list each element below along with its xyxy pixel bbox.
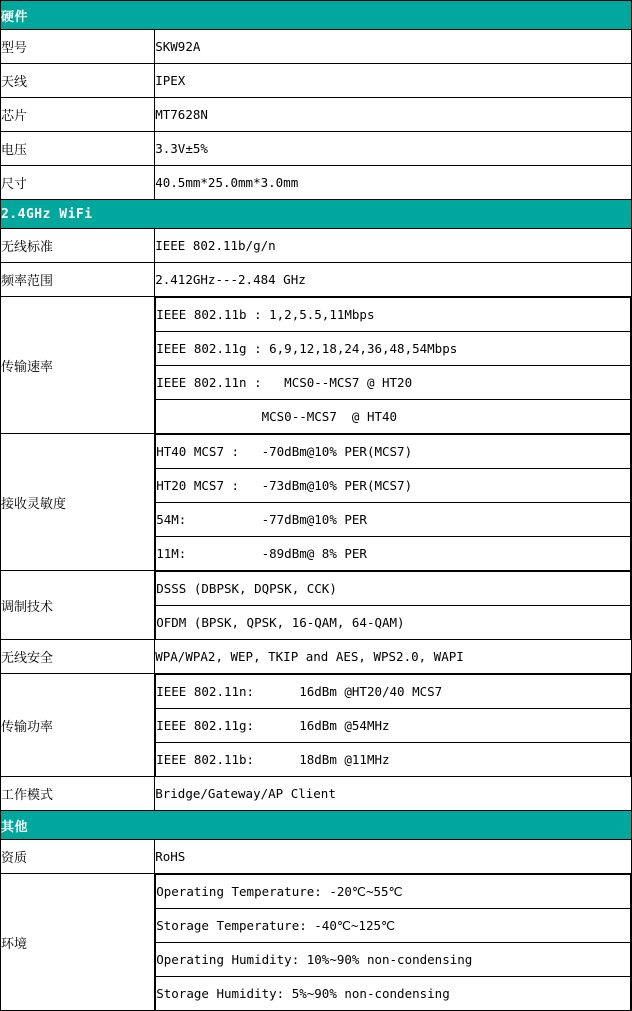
spec-value-subrow: [156, 977, 631, 1011]
spec-value-text: 54M: -77dBm@10% PER: [156, 503, 631, 537]
spec-value-subrow: [156, 366, 631, 400]
spec-value-text: IEEE 802.11b : 1,2,5.5,11Mbps: [156, 298, 631, 332]
spec-row: [1, 297, 632, 434]
section-header-row: [1, 811, 632, 840]
spec-value-text: 11M: -89dBm@ 8% PER: [156, 537, 631, 571]
spec-row-value-cell: [155, 297, 632, 434]
spec-value-text: Operating Temperature: -20℃~55℃: [156, 875, 631, 909]
spec-row-label: 尺寸: [1, 166, 155, 200]
spec-value-subrow: [156, 709, 631, 743]
spec-value-subrow: [156, 909, 631, 943]
section-header-label: 其他: [1, 811, 632, 840]
spec-value-subrow: [156, 675, 631, 709]
spec-row: [1, 132, 632, 166]
spec-value-text: OFDM (BPSK, QPSK, 16-QAM, 64-QAM): [156, 606, 631, 640]
spec-value-text: Storage Humidity: 5%~90% non-condensing: [156, 977, 631, 1011]
spec-value-text: Operating Humidity: 10%~90% non-condensing: [156, 943, 631, 977]
spec-row-value-cell: IPEX: [155, 64, 632, 98]
spec-value-subrow: [156, 875, 631, 909]
spec-value-sublist: [155, 674, 631, 776]
spec-value-subrow: [156, 606, 631, 640]
spec-row-value-cell: 2.412GHz---2.484 GHz: [155, 263, 632, 297]
spec-row-label: 芯片: [1, 98, 155, 132]
spec-value-subrow: [156, 743, 631, 777]
spec-value-text: HT20 MCS7 : -73dBm@10% PER(MCS7): [156, 469, 631, 503]
spec-row-label: 调制技术: [1, 571, 155, 640]
section-header-label: 硬件: [1, 1, 632, 30]
spec-row: [1, 640, 632, 674]
spec-row-value-cell: Bridge/Gateway/AP Client: [155, 777, 632, 811]
spec-row: [1, 434, 632, 571]
spec-row-label: 型号: [1, 30, 155, 64]
spec-value-sublist: [155, 297, 631, 433]
spec-value-subrow: [156, 503, 631, 537]
spec-row-label: 无线安全: [1, 640, 155, 674]
spec-row-value-cell: [155, 571, 632, 640]
spec-value-text: Storage Temperature: -40℃~125℃: [156, 909, 631, 943]
spec-row: [1, 64, 632, 98]
spec-row-value-cell: SKW92A: [155, 30, 632, 64]
spec-row-value-cell: IEEE 802.11b/g/n: [155, 229, 632, 263]
spec-row-value-cell: WPA/WPA2, WEP, TKIP and AES, WPS2.0, WAPI: [155, 640, 632, 674]
spec-row-value-cell: [155, 874, 632, 1011]
spec-row-label: 传输功率: [1, 674, 155, 777]
spec-row: [1, 674, 632, 777]
spec-value-subrow: [156, 537, 631, 571]
spec-row: [1, 229, 632, 263]
spec-row-label: 接收灵敏度: [1, 434, 155, 571]
spec-row-label: 电压: [1, 132, 155, 166]
spec-row-value-cell: 40.5mm*25.0mm*3.0mm: [155, 166, 632, 200]
spec-row-value-cell: [155, 434, 632, 571]
section-header-row: [1, 1, 632, 30]
spec-value-text: DSSS (DBPSK, DQPSK, CCK): [156, 572, 631, 606]
spec-value-sublist: [155, 571, 631, 639]
spec-value-sublist: [155, 434, 631, 570]
spec-row-label: 工作模式: [1, 777, 155, 811]
spec-row-label: 环境: [1, 874, 155, 1011]
section-header-row: [1, 200, 632, 229]
spec-row-value-cell: MT7628N: [155, 98, 632, 132]
spec-row: [1, 777, 632, 811]
specification-table-body: [1, 1, 632, 1011]
spec-row-label: 传输速率: [1, 297, 155, 434]
spec-row-label: 频率范围: [1, 263, 155, 297]
spec-row-value-cell: [155, 674, 632, 777]
spec-value-subrow: [156, 435, 631, 469]
section-header-label: 2.4GHz WiFi: [1, 200, 632, 229]
spec-row: [1, 571, 632, 640]
spec-row-value-cell: RoHS: [155, 840, 632, 874]
spec-row: [1, 840, 632, 874]
spec-value-subrow: [156, 572, 631, 606]
spec-row: [1, 166, 632, 200]
spec-value-text: MCS0--MCS7 @ HT40: [156, 400, 631, 434]
spec-value-subrow: [156, 298, 631, 332]
spec-row: [1, 874, 632, 1011]
spec-value-sublist: [155, 874, 631, 1010]
spec-value-text: IEEE 802.11n : MCS0--MCS7 @ HT20: [156, 366, 631, 400]
spec-row-label: 资质: [1, 840, 155, 874]
spec-row: [1, 98, 632, 132]
spec-value-subrow: [156, 332, 631, 366]
spec-row-label: 无线标准: [1, 229, 155, 263]
spec-value-text: IEEE 802.11g : 6,9,12,18,24,36,48,54Mbps: [156, 332, 631, 366]
spec-row: [1, 263, 632, 297]
spec-value-subrow: [156, 943, 631, 977]
spec-value-subrow: [156, 400, 631, 434]
spec-value-text: IEEE 802.11b: 18dBm @11MHz: [156, 743, 631, 777]
spec-value-subrow: [156, 469, 631, 503]
spec-row-label: 天线: [1, 64, 155, 98]
spec-value-text: HT40 MCS7 : -70dBm@10% PER(MCS7): [156, 435, 631, 469]
spec-row-value-cell: 3.3V±5%: [155, 132, 632, 166]
spec-value-text: IEEE 802.11n: 16dBm @HT20/40 MCS7: [156, 675, 631, 709]
spec-row: [1, 30, 632, 64]
spec-value-text: IEEE 802.11g: 16dBm @54MHz: [156, 709, 631, 743]
